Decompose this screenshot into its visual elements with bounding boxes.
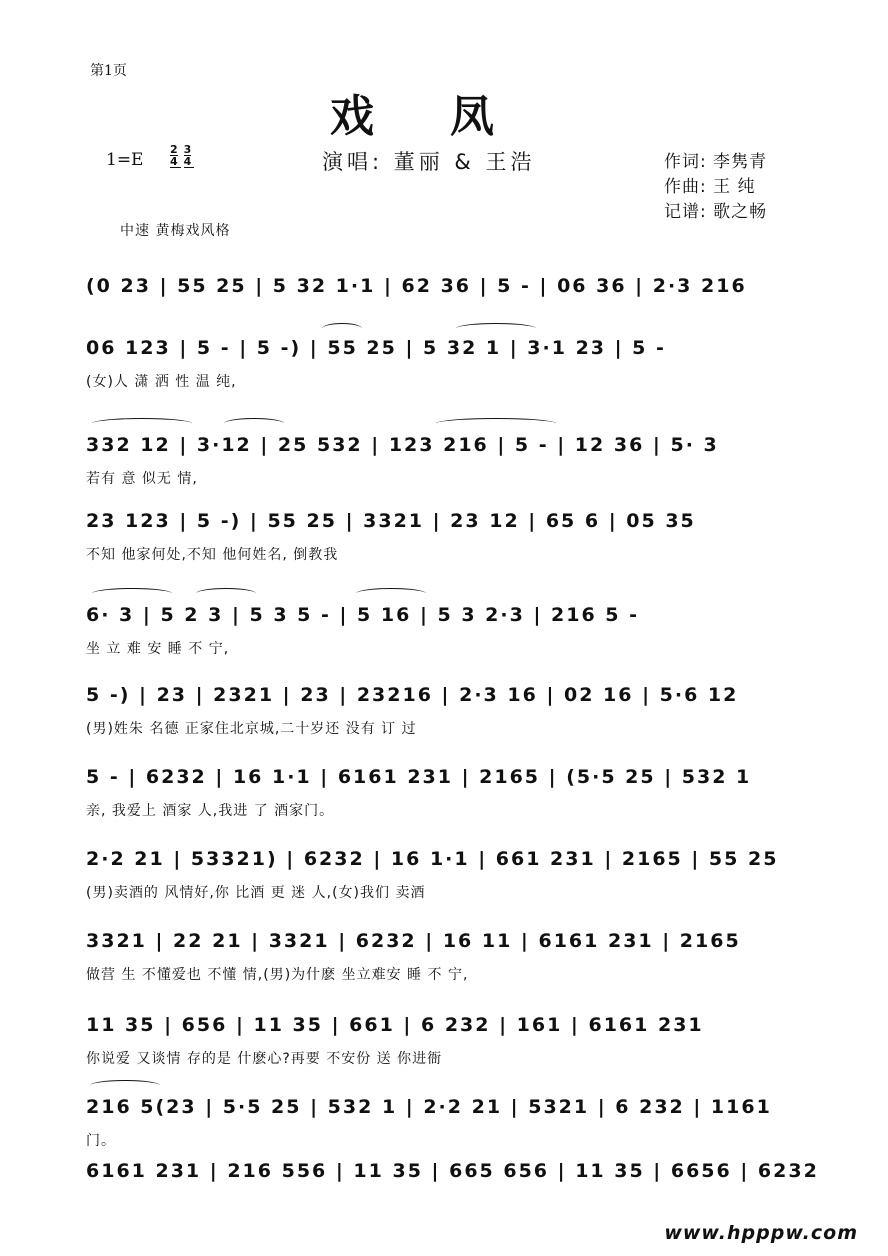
lyrics-line: 若有 意 似无 情, [86,471,198,487]
notation-line: 216 5(23 | 5·5 25 | 532 1 | 2·2 21 | 5321 | 6 232 | 1161 [86,1096,772,1118]
notation-line: 11 35 | 656 | 11 35 | 661 | 6 232 | 161 | 6161 231 [86,1014,704,1036]
notation-line: 3321 | 22 21 | 3321 | 6232 | 16 11 | 6161 231 | 2165 [86,930,741,952]
lyrics-line: 坐 立 难 安 睡 不 宁, [86,641,230,657]
notation-line: 23 123 | 5 -) | 55 25 | 3321 | 23 12 | 65 6 | 05 35 [86,510,696,532]
time-signature [170,144,197,168]
site-watermark: www.hpppw.com [664,1222,858,1244]
singer-line: 演唱: 董丽 & 王浩 [322,150,536,174]
lyrics-line: 你说爱 又谈情 存的是 什麽心?再要 不安份 送 你进衙 [86,1051,443,1067]
time-sig-1-den: 4 [170,155,178,168]
key-signature: 1=E [106,150,144,170]
lyrics-line: 做营 生 不懂爱也 不懂 情,(男)为什麽 坐立难安 睡 不 宁, [86,967,469,983]
composer-credit: 作曲: 王 纯 [664,177,756,197]
lyrics-line: (女)人 潇 洒 性 温 纯, [86,374,237,390]
lyrics-line: (男)卖酒的 风情好,你 比酒 更 迷 人,(女)我们 卖酒 [86,885,426,901]
time-sig-1-num: 2 [170,143,178,156]
credits-block [664,150,767,225]
notation-line: 6· 3 | 5 2 3 | 5 3 5 - | 5 16 | 5 3 2·3 | 216 5 - [86,604,639,626]
notation-line: 5 -) | 23 | 2321 | 23 | 23216 | 2·3 16 | 02 16 | 5·6 12 [86,684,739,706]
notation-line: 5 - | 6232 | 16 1·1 | 6161 231 | 2165 | (5·5 25 | 532 1 [86,766,752,788]
lyricist-credit: 作词: 李隽青 [664,152,768,172]
notation-line: 06 123 | 5 - | 5 -) | 55 25 | 5 32 1 | 3·1 23 | 5 - [86,337,666,359]
lyrics-line: 门。 [86,1133,116,1149]
time-sig-2-den: 4 [183,155,192,168]
tempo-marking: 中速 黄梅戏风格 [120,223,231,239]
notation-line: (0 23 | 55 25 | 5 32 1·1 | 62 36 | 5 - | 06 36 | 2·3 216 [86,275,747,297]
lyrics-line: 不知 他家何处,不知 他何姓名, 倒教我 [86,547,339,563]
notation-line: 2·2 21 | 53321) | 6232 | 16 1·1 | 661 231 | 2165 | 55 25 [86,848,779,870]
song-title: 戏凤 [330,91,570,142]
lyrics-line: 亲, 我爱上 酒家 人,我进 了 酒家门。 [86,803,335,819]
notation-line: 6161 231 | 216 556 | 11 35 | 665 656 | 11 35 | 6656 | 6232 [86,1160,819,1182]
page-number-label: 第1页 [90,63,127,79]
transcriber-credit: 记谱: 歌之畅 [664,202,768,222]
lyrics-line: (男)姓朱 名德 正家住北京城,二十岁还 没有 订 过 [86,721,417,737]
notation-line: 332 12 | 3·12 | 25 532 | 123 216 | 5 - | 12 36 | 5· 3 [86,434,719,456]
time-sig-2-num: 3 [183,143,192,156]
